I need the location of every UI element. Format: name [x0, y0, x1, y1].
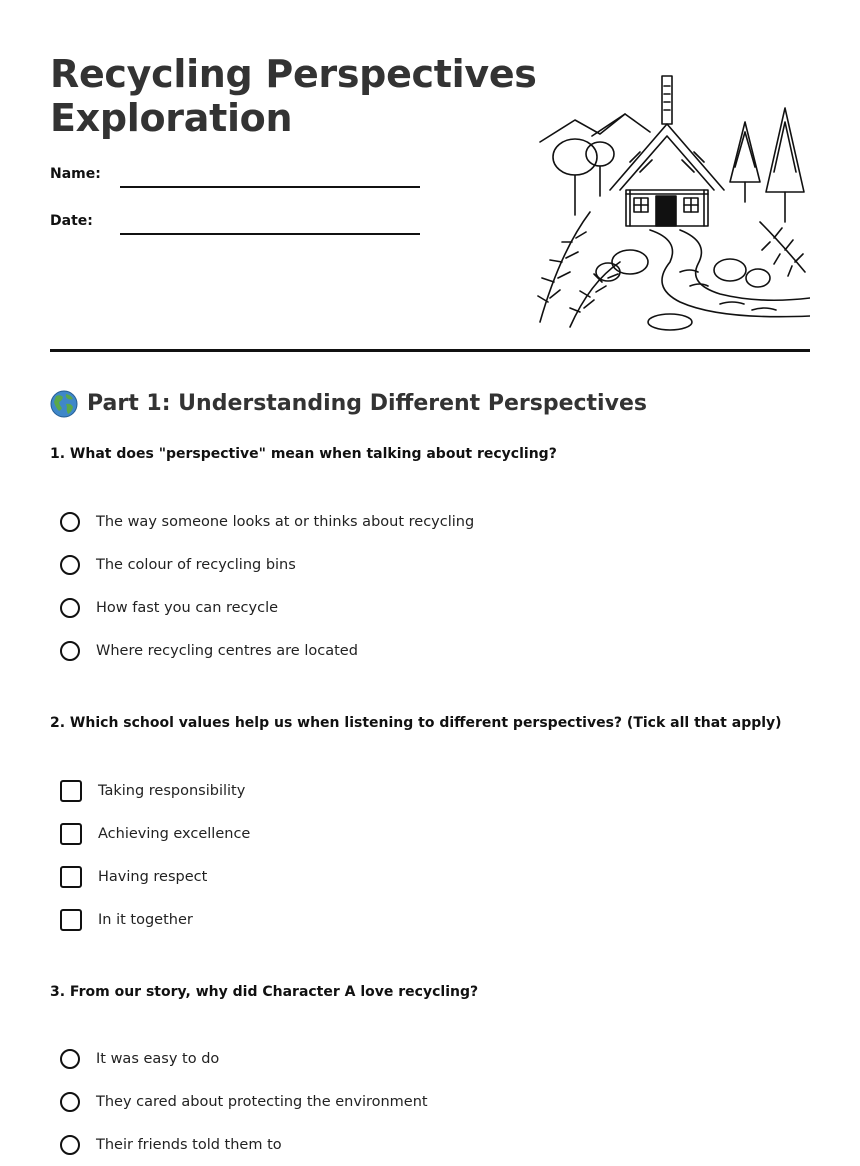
q2-option-1[interactable] — [60, 769, 250, 812]
radio-button[interactable] — [60, 1049, 80, 1069]
q3-option-3[interactable] — [60, 1123, 428, 1166]
option-label: Achieving excellence — [98, 825, 251, 842]
q2-option-4[interactable] — [60, 898, 250, 941]
question-3-options — [60, 1037, 428, 1166]
option-label: In it together — [98, 911, 193, 928]
question-2: 2. Which school values help us when listening to different perspectives? (Tick all that apply) — [50, 715, 782, 731]
part1-heading — [50, 388, 647, 420]
option-label: Where recycling centres are located — [96, 642, 358, 659]
q1-option-1[interactable] — [60, 500, 474, 543]
title-line-1: Recycling Perspectives — [50, 52, 537, 96]
date-line[interactable] — [120, 233, 420, 235]
q1-option-3[interactable] — [60, 586, 474, 629]
radio-button[interactable] — [60, 598, 80, 618]
date-label: Date: — [50, 213, 93, 229]
part1-title: Part 1: Understanding Different Perspectives — [87, 391, 647, 416]
option-label: The colour of recycling bins — [96, 556, 296, 573]
checkbox[interactable] — [60, 866, 82, 888]
option-label: Having respect — [98, 868, 208, 885]
radio-button[interactable] — [60, 1135, 80, 1155]
q3-option-1[interactable] — [60, 1037, 428, 1080]
q2-option-2[interactable] — [60, 812, 250, 855]
checkbox[interactable] — [60, 909, 82, 931]
radio-button[interactable] — [60, 512, 80, 532]
question-2-options — [60, 769, 250, 941]
option-label: Their friends told them to — [96, 1136, 282, 1153]
q2-option-3[interactable] — [60, 855, 250, 898]
name-field[interactable] — [50, 166, 420, 182]
header-divider — [50, 349, 810, 352]
option-label: How fast you can recycle — [96, 599, 279, 616]
radio-button[interactable] — [60, 641, 80, 661]
question-1-options — [60, 500, 474, 672]
worksheet-title — [50, 52, 537, 140]
checkbox[interactable] — [60, 780, 82, 802]
q1-option-4[interactable] — [60, 629, 474, 672]
radio-button[interactable] — [60, 555, 80, 575]
title-line-2: Exploration — [50, 96, 293, 140]
q1-option-2[interactable] — [60, 543, 474, 586]
date-field[interactable] — [50, 213, 420, 229]
option-label: Taking responsibility — [98, 782, 246, 799]
name-label: Name: — [50, 166, 101, 182]
question-1: 1. What does "perspective" mean when talking about recycling? — [50, 446, 557, 462]
globe-icon — [50, 390, 78, 418]
marae-landscape-illustration — [530, 72, 810, 332]
name-line[interactable] — [120, 186, 420, 188]
radio-button[interactable] — [60, 1092, 80, 1112]
q3-option-2[interactable] — [60, 1080, 428, 1123]
checkbox[interactable] — [60, 823, 82, 845]
option-label: They cared about protecting the environment — [96, 1093, 428, 1110]
option-label: The way someone looks at or thinks about recycling — [96, 513, 475, 530]
option-label: It was easy to do — [96, 1050, 220, 1067]
question-3: 3. From our story, why did Character A love recycling? — [50, 984, 479, 1000]
